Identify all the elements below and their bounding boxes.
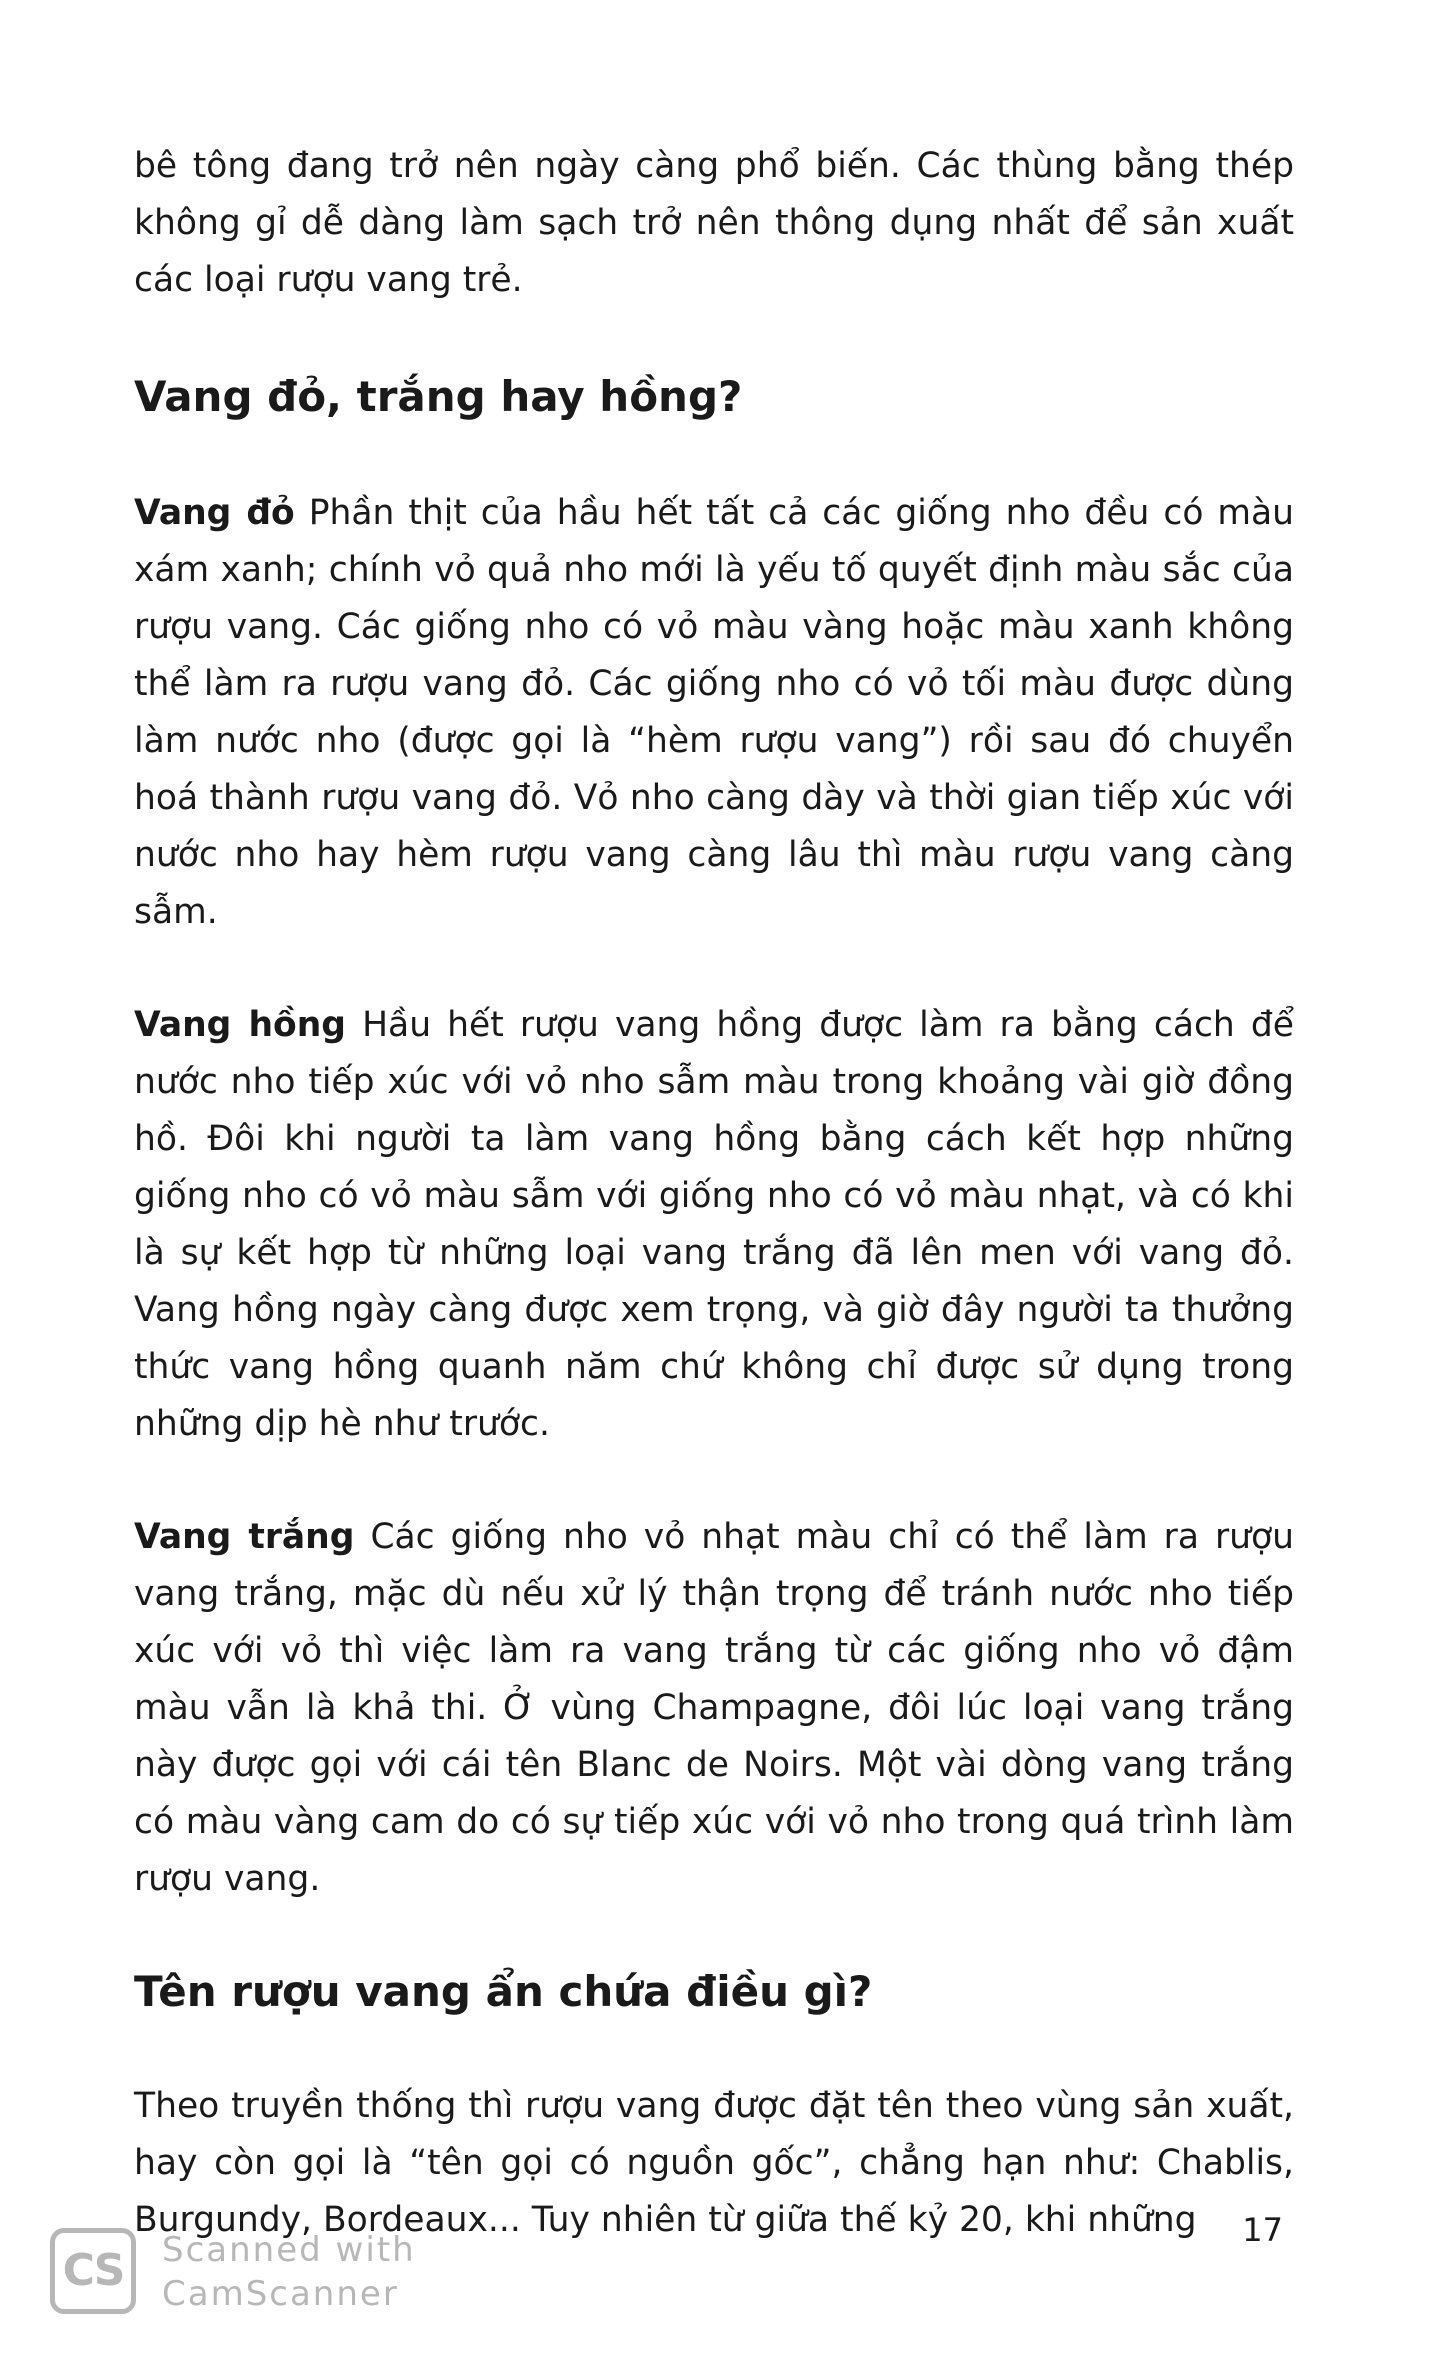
white-wine-text: Các giống nho vỏ nhạt màu chỉ có thể làm ra rượu vang trắng, mặc dù nếu xử lý thận trọng để tránh nước nho tiếp xúc với vỏ thì việc làm ra vang trắng từ các giống nho vỏ đậm màu vẫn là khả thi. Ở vùng Champagne, đôi lúc loại vang trắng này được gọi với cái tên Blanc de Noirs. Một vài dòng vang trắng có màu vàng cam do có sự tiếp xúc với vỏ nho trong quá trình làm rượu vang. — [134, 1517, 1295, 1899]
paragraph-rose-wine — [134, 997, 1294, 1453]
term-white-wine: Vang trắng — [134, 1517, 355, 1557]
camscanner-watermark — [50, 2228, 430, 2320]
watermark-line-2: CamScanner — [162, 2274, 399, 2314]
red-wine-text: Phần thịt của hầu hết tất cả các giống nho đều có màu xám xanh; chính vỏ quả nho mới là yếu tố quyết định màu sắc của rượu vang. Các giống nho có vỏ màu vàng hoặc màu xanh không thể làm ra rượu vang đỏ. Các giống nho có vỏ tối màu được dùng làm nước nho (được gọi là “hèm rượu vang”) rồi sau đó chuyển hoá thành rượu vang đỏ. Vỏ nho càng dày và thời gian tiếp xúc với nước nho hay hèm rượu vang càng lâu thì màu rượu vang càng sẫm. — [134, 493, 1294, 932]
page-number: 17 — [1242, 2211, 1283, 2249]
page-content — [134, 138, 1294, 2249]
paragraph-wine-naming: Theo truyền thống thì rượu vang được đặt tên theo vùng sản xuất, hay còn gọi là “tên gọi có nguồn gốc”, chẳng hạn như: Chablis, Burgundy, Bordeaux... Tuy nhiên từ giữa thế kỷ 20, khi những — [134, 2086, 1294, 2240]
camscanner-logo-icon: CS — [50, 2228, 136, 2314]
section-heading-wine-names: Tên rượu vang ẩn chứa điều gì? — [134, 1967, 873, 2016]
section-heading-wine-colors: Vang đỏ, trắng hay hồng? — [134, 372, 743, 421]
rose-wine-text: Hầu hết rượu vang hồng được làm ra bằng cách để nước nho tiếp xúc với vỏ nho sẫm màu trong khoảng vài giờ đồng hồ. Đôi khi người ta làm vang hồng bằng cách kết hợp những giống nho có vỏ màu sẫm với giống nho có vỏ màu nhạt, và có khi là sự kết hợp từ những loại vang trắng đã lên men với vang đỏ. Vang hồng ngày càng được xem trọng, và giờ đây người ta thưởng thức vang hồng quanh năm chứ không chỉ được sử dụng trong những dịp hè như trước. — [134, 1005, 1295, 1444]
term-rose-wine: Vang hồng — [134, 1005, 347, 1045]
paragraph-red-wine — [134, 485, 1294, 941]
watermark-line-1: Scanned with — [162, 2230, 416, 2270]
paragraph-intro: bê tông đang trở nên ngày càng phổ biến. Các thùng bằng thép không gỉ dễ dàng làm sạch trở nên thông dụng nhất để sản xuất các loại rượu vang trẻ. — [134, 146, 1294, 300]
term-red-wine: Vang đỏ — [134, 493, 295, 533]
paragraph-white-wine — [134, 1509, 1294, 1908]
